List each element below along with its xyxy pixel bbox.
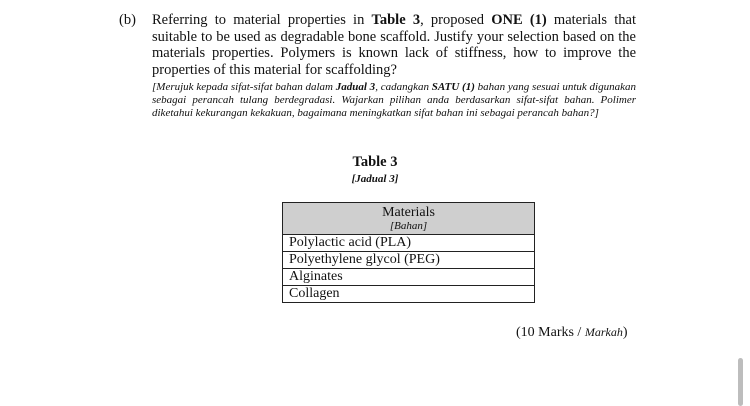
question-text-part: materials that suitable to be used as degradable bone scaffold. Justify your selection based on the materials properties. Polymers is known lack of stiffness, how to improve the properties of this material for scaffolding? (152, 12, 636, 78)
table-cell: Alginates (283, 269, 535, 286)
table-cell: Polyethylene glycol (PEG) (283, 252, 535, 269)
materials-table (282, 202, 535, 303)
scrollbar-thumb[interactable] (738, 358, 743, 406)
question-text-english (152, 12, 636, 78)
malay-text-part: [Merujuk kepada sifat-sifat bahan dalam (152, 81, 336, 93)
question-text-part: , proposed (420, 12, 492, 28)
question-text-part: Referring to material properties in (152, 12, 372, 28)
table-subtitle: [Jadual 3] (351, 173, 399, 185)
question-text-bold: Table 3 (371, 12, 421, 28)
table-header-sublabel: [Bahan] (389, 220, 428, 232)
question-text-bold: ONE (1) (491, 12, 547, 28)
marks-close: ) (622, 325, 628, 340)
table-row (283, 235, 535, 252)
question-text-malay (152, 81, 636, 121)
table-header-label: Materials (382, 205, 435, 220)
question-label: (b) (119, 12, 136, 28)
table-title: Table 3 (352, 154, 398, 170)
malay-text-bold: SATU (1) (431, 81, 475, 93)
malay-text-part: , cadangkan (375, 81, 432, 93)
malay-text-part: bahan yang sesuai untuk digunakan sebagai perancah tulang berdegradasi. Wajarkan pilihan anda berdasarkan sifat-sifat bahan. Polimer diketahui kekurangan kekakuan, bagaimana meningkatkan sifat bahan ini sebagai perancah bahan?] (152, 81, 636, 120)
table-cell: Polylactic acid (PLA) (283, 235, 535, 252)
marks-label (516, 325, 628, 341)
marks-malay: Markah (584, 325, 623, 339)
table-header-row (283, 203, 535, 235)
marks-text: (10 Marks / (516, 325, 585, 340)
table-cell: Collagen (283, 286, 535, 303)
table-row (283, 286, 535, 303)
table-header-cell (283, 203, 535, 235)
table-row (283, 269, 535, 286)
table-row (283, 252, 535, 269)
malay-text-bold: Jadual 3 (335, 81, 376, 93)
